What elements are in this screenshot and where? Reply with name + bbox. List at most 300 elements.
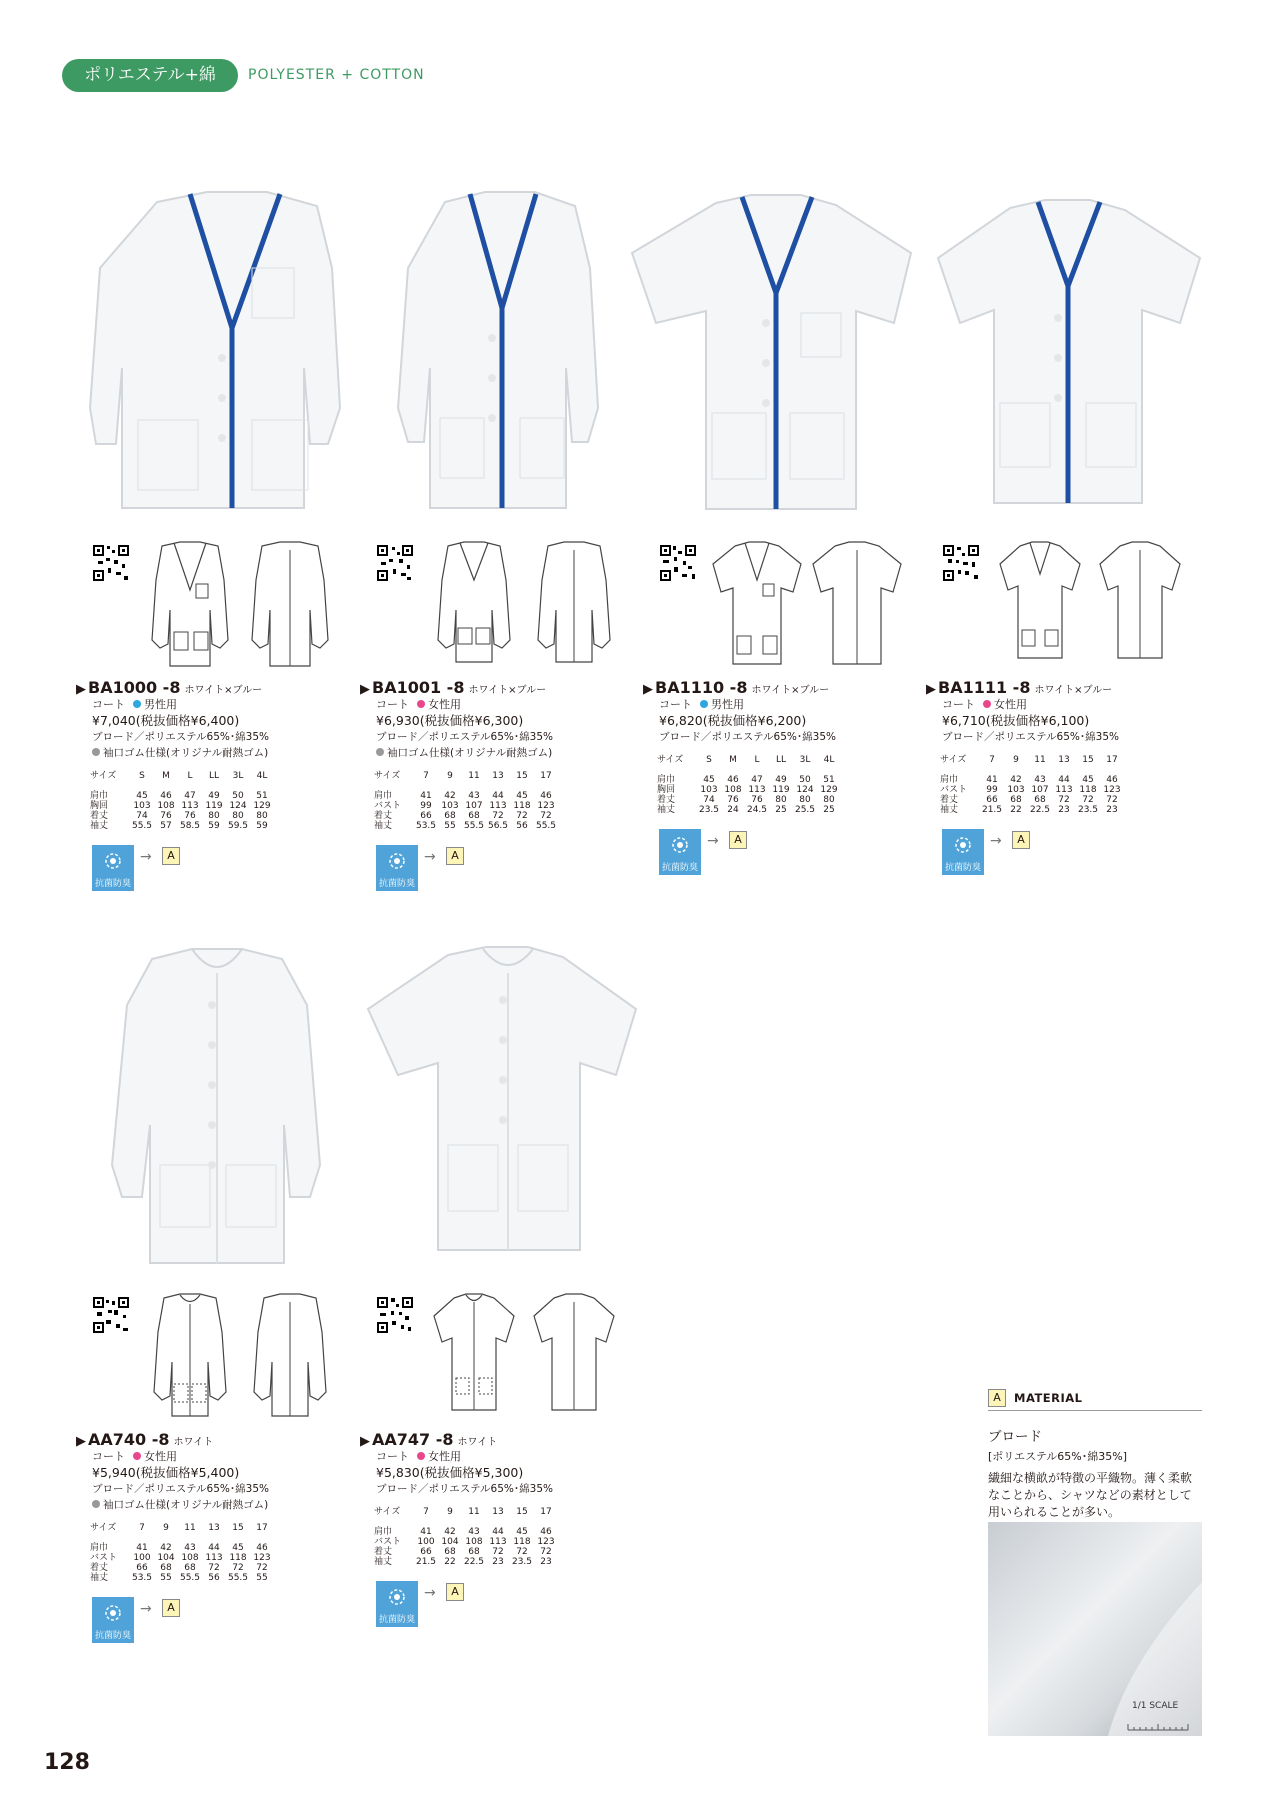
size-cell: 123	[537, 1537, 555, 1547]
gender-dot	[133, 1452, 141, 1460]
size-cell: 43	[184, 1543, 196, 1553]
size-cell: 13	[1058, 755, 1070, 765]
antibacterial-badge: 抗菌防臭	[659, 829, 701, 875]
size-cell: 80	[256, 811, 268, 821]
size-cell: 47	[751, 775, 763, 785]
item-type: コート	[659, 698, 692, 711]
size-cell: 124	[796, 785, 814, 795]
size-cell: LL	[775, 755, 787, 765]
technical-drawing	[424, 540, 624, 670]
photo-aa740	[82, 945, 352, 1270]
size-cell: 76	[160, 811, 172, 821]
size-cell: 22.5	[463, 1557, 485, 1567]
size-cell: 124	[229, 801, 247, 811]
fabric: ブロード／ポリエステル65%･綿35%	[942, 731, 1119, 743]
technical-drawing	[140, 1292, 340, 1422]
size-cell: 45	[703, 775, 715, 785]
size-cell: 43	[1034, 775, 1046, 785]
size-row	[374, 1527, 558, 1537]
size-cell: 68	[1010, 795, 1022, 805]
size-cell: 23.5	[511, 1557, 533, 1567]
size-cell: 51	[823, 775, 835, 785]
size-cell: 55	[256, 1573, 268, 1583]
size-cell: 41	[420, 1527, 432, 1537]
size-row	[374, 1547, 558, 1557]
size-cell: 104	[441, 1537, 459, 1547]
page-number: 128	[44, 1750, 90, 1775]
size-cell: 44	[492, 1527, 504, 1537]
size-cell: 22.5	[1029, 805, 1051, 815]
arrow-icon: →	[707, 833, 719, 849]
gender-dot	[417, 1452, 425, 1460]
size-cell: 74	[703, 795, 715, 805]
size-cell: 13	[492, 771, 504, 781]
material-description: 繊細な横畝が特徴の平織物。薄く柔軟なことから、シャツなどの素材として用いられることが多い。	[988, 1471, 1193, 1519]
size-row	[940, 775, 1124, 785]
size-row-label: バスト	[374, 1537, 402, 1547]
note: 袖口ゴム仕様(オリジナル耐熱ゴム)	[103, 747, 269, 759]
size-cell: 99	[420, 801, 432, 811]
size-cell: 123	[1103, 785, 1121, 795]
size-row	[374, 801, 558, 811]
size-cell: 129	[820, 785, 838, 795]
size-cell: 108	[724, 785, 742, 795]
category-english: POLYESTER + COTTON	[248, 67, 425, 83]
size-cell: 21.5	[415, 1557, 437, 1567]
size-cell: 72	[256, 1563, 268, 1573]
size-cell: 119	[205, 801, 223, 811]
size-cell: 113	[489, 1537, 507, 1547]
size-row	[90, 801, 274, 811]
photo-ba1111	[930, 198, 1210, 508]
size-cell: 43	[468, 1527, 480, 1537]
size-cell: 23.5	[698, 805, 720, 815]
size-cell: 113	[489, 801, 507, 811]
material-panel	[988, 1388, 1202, 1521]
size-cell: 108	[157, 801, 175, 811]
size-cell: 17	[1106, 755, 1118, 765]
size-row-label: 袖丈	[90, 1573, 109, 1583]
color-name: ホワイト×ブルー	[184, 685, 263, 696]
size-cell: 68	[160, 1563, 172, 1573]
size-cell: 59	[208, 821, 220, 831]
size-cell: 44	[1058, 775, 1070, 785]
size-cell: 21.5	[981, 805, 1003, 815]
size-cell: 80	[799, 795, 811, 805]
size-cell: 4L	[823, 755, 835, 765]
size-cell: 68	[444, 1547, 456, 1557]
size-cell: 118	[513, 1537, 531, 1547]
size-cell: 76	[727, 795, 739, 805]
sparkle-icon	[101, 849, 125, 873]
size-row	[940, 785, 1124, 795]
size-cell: 55.5	[179, 1573, 201, 1583]
size-cell: 11	[468, 1507, 480, 1517]
size-cell: 74	[136, 811, 148, 821]
size-cell: 23	[1106, 805, 1118, 815]
size-cell: S	[706, 755, 712, 765]
size-cell: 76	[184, 811, 196, 821]
price: ¥6,930(税抜価格¥6,300)	[376, 713, 524, 728]
qr-code-icon[interactable]	[376, 544, 414, 582]
qr-code-icon[interactable]	[92, 1296, 130, 1334]
size-row-label: 肩巾	[374, 1527, 393, 1537]
size-cell: 45	[516, 1527, 528, 1537]
size-cell: L	[754, 755, 760, 765]
size-row	[90, 1563, 274, 1573]
size-cell: 46	[540, 1527, 552, 1537]
size-row-label: 着丈	[374, 811, 393, 821]
size-cell: 119	[772, 785, 790, 795]
size-cell: 118	[229, 1553, 247, 1563]
size-row	[90, 811, 274, 821]
size-cell: 7	[989, 755, 995, 765]
size-cell: 49	[775, 775, 787, 785]
color-name: ホワイト×ブルー	[468, 685, 547, 696]
note-dot	[92, 748, 100, 756]
size-cell: 72	[1106, 795, 1118, 805]
size-cell: 55.5	[131, 821, 153, 831]
color-name: ホワイト×ブルー	[1034, 685, 1113, 696]
size-row-label: サイズ	[374, 771, 401, 781]
size-cell: 45	[1082, 775, 1094, 785]
technical-drawing	[990, 540, 1190, 670]
qr-code-icon[interactable]	[92, 544, 130, 582]
size-cell: 113	[1055, 785, 1073, 795]
size-cell: 55.5	[463, 821, 485, 831]
size-cell: 25	[775, 805, 787, 815]
size-cell: 24	[727, 805, 739, 815]
size-cell: 11	[184, 1523, 196, 1533]
size-cell: 56	[516, 821, 528, 831]
size-cell: 68	[1034, 795, 1046, 805]
size-cell: 15	[232, 1523, 244, 1533]
fabric: ブロード／ポリエステル65%･綿35%	[376, 731, 553, 743]
size-cell: 76	[751, 795, 763, 805]
size-cell: 68	[444, 811, 456, 821]
size-cell: 104	[157, 1553, 175, 1563]
size-cell: 25.5	[794, 805, 816, 815]
size-row	[374, 811, 558, 821]
sparkle-icon	[951, 833, 975, 857]
size-table	[374, 771, 558, 831]
size-table	[90, 1523, 274, 1583]
size-cell: 72	[540, 811, 552, 821]
size-cell: 72	[540, 1547, 552, 1557]
size-cell: 51	[256, 791, 268, 801]
category-badge: ポリエステル+綿	[62, 59, 238, 92]
size-cell: 108	[465, 1537, 483, 1547]
material-ref[interactable]: A	[446, 1583, 464, 1601]
size-row-label: 袖丈	[90, 821, 109, 831]
size-cell: 72	[208, 1563, 220, 1573]
size-cell: 42	[444, 791, 456, 801]
size-cell: 99	[986, 785, 998, 795]
size-cell: 100	[133, 1553, 151, 1563]
size-row	[657, 775, 841, 785]
size-cell: 80	[823, 795, 835, 805]
size-cell: 17	[256, 1523, 268, 1533]
size-cell: 72	[1082, 795, 1094, 805]
antibacterial-badge: 抗菌防臭	[92, 845, 134, 891]
product-code: AA740 -8	[88, 1430, 170, 1449]
size-cell: 23	[540, 1557, 552, 1567]
size-cell: 72	[516, 1547, 528, 1557]
size-cell: 22	[444, 1557, 456, 1567]
note-dot	[376, 748, 384, 756]
size-row-label: バスト	[940, 785, 968, 795]
sparkle-icon	[668, 833, 692, 857]
note-dot	[92, 1500, 100, 1508]
qr-code-icon[interactable]	[376, 1296, 414, 1334]
size-row	[374, 791, 558, 801]
size-cell: 66	[420, 1547, 432, 1557]
size-header-row	[90, 771, 274, 791]
size-cell: LL	[208, 771, 220, 781]
size-cell: 46	[540, 791, 552, 801]
scale-label: 1/1 SCALE	[1132, 1701, 1179, 1711]
qr-code-icon[interactable]	[659, 544, 697, 582]
size-cell: 113	[181, 801, 199, 811]
gender-label: 女性用	[994, 698, 1027, 711]
fabric: ブロード／ポリエステル65%･綿35%	[659, 731, 836, 743]
size-cell: 56	[208, 1573, 220, 1583]
size-row-label: 袖丈	[374, 821, 393, 831]
size-cell: 45	[516, 791, 528, 801]
size-cell: 45	[136, 791, 148, 801]
size-cell: 66	[986, 795, 998, 805]
size-row-label: 着丈	[374, 1547, 393, 1557]
size-row-label: 胸回	[657, 785, 676, 795]
sparkle-icon	[385, 1585, 409, 1609]
size-cell: 45	[232, 1543, 244, 1553]
product-code: AA747 -8	[372, 1430, 454, 1449]
size-cell: 3L	[799, 755, 811, 765]
arrow-icon: →	[990, 833, 1002, 849]
size-cell: 118	[513, 801, 531, 811]
size-cell: 53.5	[415, 821, 437, 831]
size-cell: 42	[160, 1543, 172, 1553]
size-cell: 55.5	[227, 1573, 249, 1583]
material-heading: MATERIAL	[1014, 1391, 1083, 1405]
technical-drawing	[424, 1292, 624, 1422]
size-cell: 44	[208, 1543, 220, 1553]
size-cell: 23	[492, 1557, 504, 1567]
size-cell: 15	[1082, 755, 1094, 765]
size-cell: 59.5	[227, 821, 249, 831]
product-code: BA1111 -8	[938, 678, 1031, 697]
size-cell: 15	[516, 771, 528, 781]
material-ref[interactable]: A	[446, 847, 464, 865]
size-row-label: 着丈	[90, 1563, 109, 1573]
size-cell: 50	[232, 791, 244, 801]
size-row	[374, 1537, 558, 1547]
size-row-label: バスト	[374, 801, 402, 811]
size-cell: 42	[1010, 775, 1022, 785]
size-cell: 23	[1058, 805, 1070, 815]
item-type: コート	[376, 698, 409, 711]
size-cell: 108	[181, 1553, 199, 1563]
size-cell: 41	[420, 791, 432, 801]
size-cell: 107	[465, 801, 483, 811]
size-row-label: サイズ	[657, 755, 684, 765]
arrow-icon: →	[140, 1601, 152, 1617]
qr-code-icon[interactable]	[942, 544, 980, 582]
size-cell: 46	[256, 1543, 268, 1553]
size-cell: 118	[1079, 785, 1097, 795]
size-cell: 43	[468, 791, 480, 801]
size-header-row	[374, 1507, 558, 1527]
size-cell: 107	[1031, 785, 1049, 795]
size-cell: 15	[516, 1507, 528, 1517]
size-cell: 9	[163, 1523, 169, 1533]
color-name: ホワイト×ブルー	[751, 685, 830, 696]
size-row-label: 着丈	[90, 811, 109, 821]
material-ref[interactable]: A	[729, 831, 747, 849]
size-cell: 9	[447, 1507, 453, 1517]
size-cell: 57	[160, 821, 172, 831]
size-cell: 100	[417, 1537, 435, 1547]
size-row-label: サイズ	[374, 1507, 401, 1517]
size-cell: 58.5	[179, 821, 201, 831]
material-ref[interactable]: A	[162, 847, 180, 865]
size-cell: 46	[1106, 775, 1118, 785]
size-cell: 53.5	[131, 1573, 153, 1583]
size-row-label: 肩巾	[90, 791, 109, 801]
size-cell: 113	[205, 1553, 223, 1563]
size-cell: 25	[823, 805, 835, 815]
size-cell: 66	[136, 1563, 148, 1573]
size-header-row	[374, 771, 558, 791]
size-row-label: 袖丈	[940, 805, 959, 815]
size-cell: 11	[468, 771, 480, 781]
size-cell: 7	[139, 1523, 145, 1533]
size-cell: 68	[184, 1563, 196, 1573]
size-cell: 4L	[256, 771, 268, 781]
sparkle-icon	[385, 849, 409, 873]
technical-drawing	[140, 540, 340, 670]
size-cell: 7	[423, 771, 429, 781]
fabric: ブロード／ポリエステル65%･綿35%	[92, 731, 269, 743]
arrow-icon: →	[424, 849, 436, 865]
arrow-icon: →	[424, 1585, 436, 1601]
product-code: BA1000 -8	[88, 678, 181, 697]
size-row	[940, 805, 1124, 815]
product-code: BA1001 -8	[372, 678, 465, 697]
gender-label: 女性用	[144, 1450, 177, 1463]
size-cell: 13	[208, 1523, 220, 1533]
photo-ba1110	[626, 193, 916, 513]
size-table	[940, 755, 1124, 815]
size-cell: 46	[727, 775, 739, 785]
size-cell: 68	[468, 811, 480, 821]
size-cell: 123	[537, 801, 555, 811]
antibacterial-badge: 抗菌防臭	[376, 845, 418, 891]
size-cell: 41	[986, 775, 998, 785]
size-row	[657, 795, 841, 805]
price: ¥7,040(税抜価格¥6,400)	[92, 713, 240, 728]
material-ref[interactable]: A	[162, 1599, 180, 1617]
size-row-label: 着丈	[940, 795, 959, 805]
size-row	[657, 805, 841, 815]
material-ref[interactable]: A	[1012, 831, 1030, 849]
size-row-label: 肩巾	[90, 1543, 109, 1553]
size-row-label: サイズ	[90, 1523, 117, 1533]
size-cell: 41	[136, 1543, 148, 1553]
size-row	[374, 1557, 558, 1567]
gender-label: 男性用	[144, 698, 177, 711]
size-cell: 129	[253, 801, 271, 811]
price: ¥6,820(税抜価格¥6,200)	[659, 713, 807, 728]
size-cell: 72	[1058, 795, 1070, 805]
size-row	[90, 1553, 274, 1563]
material-symbol: A	[988, 1389, 1006, 1407]
photo-aa747	[358, 945, 643, 1255]
gender-dot	[417, 700, 425, 708]
size-cell: 44	[492, 791, 504, 801]
size-cell: 13	[492, 1507, 504, 1517]
size-cell: 103	[441, 801, 459, 811]
size-cell: 59	[256, 821, 268, 831]
note: 袖口ゴム仕様(オリジナル耐熱ゴム)	[103, 1499, 269, 1511]
gender-label: 女性用	[428, 698, 461, 711]
size-cell: 50	[799, 775, 811, 785]
gender-label: 女性用	[428, 1450, 461, 1463]
size-cell: 113	[748, 785, 766, 795]
size-cell: 56.5	[487, 821, 509, 831]
size-row	[940, 795, 1124, 805]
antibacterial-badge: 抗菌防臭	[92, 1597, 134, 1643]
size-header-row	[90, 1523, 274, 1543]
antibacterial-badge: 抗菌防臭	[376, 1581, 418, 1627]
size-cell: 72	[232, 1563, 244, 1573]
size-header-row	[657, 755, 841, 775]
photo-ba1000	[82, 188, 352, 513]
size-cell: 55	[444, 821, 456, 831]
size-cell: L	[187, 771, 193, 781]
size-cell: 11	[1034, 755, 1046, 765]
size-row	[90, 821, 274, 831]
size-table	[657, 755, 841, 815]
size-row	[90, 1543, 274, 1553]
size-cell: 68	[468, 1547, 480, 1557]
size-cell: 103	[700, 785, 718, 795]
item-type: コート	[92, 1450, 125, 1463]
size-cell: 72	[492, 1547, 504, 1557]
item-type: コート	[942, 698, 975, 711]
size-cell: 80	[232, 811, 244, 821]
material-name: ブロード	[988, 1429, 1042, 1445]
size-header-row	[940, 755, 1124, 775]
size-cell: 80	[208, 811, 220, 821]
price: ¥6,710(税抜価格¥6,100)	[942, 713, 1090, 728]
size-row-label: バスト	[90, 1553, 118, 1563]
gender-dot	[133, 700, 141, 708]
size-row-label: サイズ	[940, 755, 967, 765]
size-row-label: 肩巾	[657, 775, 676, 785]
size-cell: 55	[160, 1573, 172, 1583]
size-row-label: 胸回	[90, 801, 109, 811]
price: ¥5,940(税抜価格¥5,400)	[92, 1465, 240, 1480]
size-cell: 9	[1013, 755, 1019, 765]
size-row-label: 着丈	[657, 795, 676, 805]
size-row	[90, 791, 274, 801]
size-cell: S	[139, 771, 145, 781]
color-name: ホワイト	[457, 1437, 498, 1448]
size-cell: 66	[420, 811, 432, 821]
size-cell: M	[729, 755, 737, 765]
size-row	[374, 821, 558, 831]
